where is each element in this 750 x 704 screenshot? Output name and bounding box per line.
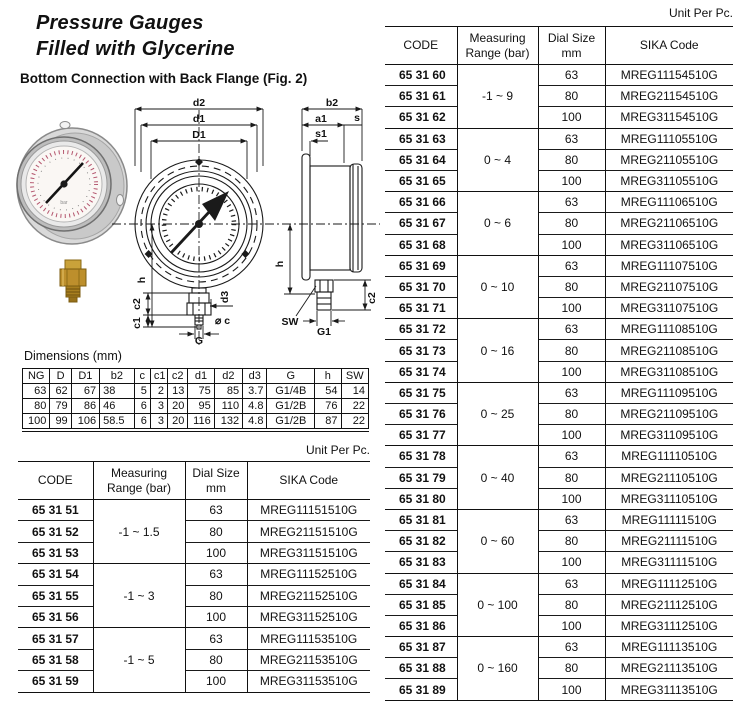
table-row [18,542,370,563]
sika-cell: MREG21112510G [605,594,733,615]
sika-cell: MREG11109510G [605,382,733,403]
table-row [385,658,733,679]
flange-hole-marker-right [241,250,249,258]
dims-cell: 14 [341,384,368,399]
table-row [385,552,733,573]
dial-cell: 80 [538,86,605,107]
dial-cell: 63 [538,637,605,658]
code-cell: 65 31 87 [385,637,457,658]
table-row [18,606,370,627]
dim-label-dia-c: ⌀ c [215,315,231,327]
sika-cell: MREG31106510G [605,234,733,255]
dial-cell: 63 [538,509,605,530]
sika-cell: MREG21107510G [605,276,733,297]
code-cell: 65 31 76 [385,404,457,425]
sika-cell: MREG31109510G [605,425,733,446]
range-cell: 0 ~ 100 [457,573,538,637]
dial-cell: 100 [185,671,247,692]
sika-cell: MREG11106510G [605,192,733,213]
page-subtitle: Bottom Connection with Back Flange (Fig. 2) [20,71,308,86]
dims-header-cell: G [267,369,315,384]
dial-cell: 100 [538,298,605,319]
header-measuring-range: Measuring Range (bar) [457,27,538,65]
table-row [385,107,733,128]
dims-cell: 54 [315,384,341,399]
code-cell: 65 31 62 [385,107,457,128]
table-row [385,382,733,403]
dims-row [23,414,369,431]
header-sika-code: SIKA Code [605,27,733,65]
code-cell: 65 31 75 [385,382,457,403]
dims-cell: 85 [214,384,242,399]
range-cell: -1 ~ 1.5 [93,500,185,564]
dims-cell: 87 [315,414,341,431]
header-code: CODE [385,27,457,65]
code-cell: 65 31 54 [18,564,93,585]
dial-cell: 80 [538,149,605,170]
codes-table-left [18,461,370,693]
page-title-line2: Filled with Glycerine [36,38,235,61]
dim-label-d3: d3 [219,290,231,304]
sika-cell: MREG21108510G [605,340,733,361]
dial-unit-text: bar [60,200,68,206]
sika-cell: MREG21151510G [247,521,370,542]
dims-cell: 6 [134,399,150,414]
dim-label-c2-front: c2 [131,298,143,310]
table-row [385,298,733,319]
dims-cell: 62 [50,384,71,399]
sika-cell: MREG31105510G [605,170,733,191]
dial-cell: 63 [538,382,605,403]
codes-header-row [18,462,370,500]
dims-cell: 95 [188,399,214,414]
code-cell: 65 31 69 [385,255,457,276]
dial-cell: 63 [185,628,247,649]
front-view [135,158,263,329]
dims-cell: 46 [100,399,134,414]
dial-cell: 100 [538,488,605,509]
flange-hole-marker-top [195,158,203,166]
dims-cell: 38 [100,384,134,399]
sika-cell: MREG21113510G [605,658,733,679]
dial-cell: 63 [185,564,247,585]
sika-cell: MREG11112510G [605,573,733,594]
dial-cell: 63 [538,319,605,340]
dims-cell: 4.8 [243,414,267,431]
dial-cell: 100 [538,615,605,636]
table-row [385,128,733,149]
sika-cell: MREG31108510G [605,361,733,382]
technical-drawing [112,94,380,356]
table-row [385,65,733,86]
table-row [385,319,733,340]
code-cell: 65 31 85 [385,594,457,615]
sika-cell: MREG31151510G [247,542,370,563]
dial-cell: 80 [185,585,247,606]
unit-per-pc-label-right: Unit Per Pc. [668,6,733,20]
dims-cell: 13 [168,384,188,399]
table-row [385,340,733,361]
table-row [18,500,370,521]
table-row [385,276,733,297]
dims-cell: 116 [188,414,214,431]
code-cell: 65 31 66 [385,192,457,213]
code-cell: 65 31 63 [385,128,457,149]
code-cell: 65 31 73 [385,340,457,361]
code-cell: 65 31 67 [385,213,457,234]
dims-cell: 20 [168,414,188,431]
dims-cell: G1/2B [267,414,315,431]
code-cell: 65 31 65 [385,170,457,191]
sika-cell: MREG21105510G [605,149,733,170]
table-row [385,170,733,191]
dim-label-d1: d1 [192,113,206,125]
table-row [385,149,733,170]
table-row [385,192,733,213]
page-title-line1: Pressure Gauges [36,12,204,34]
range-cell: 0 ~ 4 [457,128,538,192]
code-cell: 65 31 70 [385,276,457,297]
table-row [385,213,733,234]
sika-cell: MREG21109510G [605,404,733,425]
dims-cell: 3 [150,414,167,431]
code-cell: 65 31 51 [18,500,93,521]
code-cell: 65 31 56 [18,606,93,627]
dims-cell: G1/4B [267,384,315,399]
dims-cell: 99 [50,414,71,431]
table-row [385,509,733,530]
dims-cell: 106 [71,414,99,431]
code-cell: 65 31 52 [18,521,93,542]
sika-cell: MREG11111510G [605,509,733,530]
dims-cell: 110 [214,399,242,414]
dial-cell: 80 [538,531,605,552]
dial-cell: 100 [538,107,605,128]
dims-cell: 58.5 [100,414,134,431]
table-row [385,86,733,107]
dims-header-cell: d2 [214,369,242,384]
dims-header-cell: d1 [188,369,214,384]
header-measuring-range: Measuring Range (bar) [93,462,185,500]
dims-row [23,384,369,399]
dial-cell: 80 [538,340,605,361]
dims-cell: 4.8 [243,399,267,414]
dims-cell: 79 [50,399,71,414]
sika-cell: MREG11151510G [247,500,370,521]
range-cell: -1 ~ 9 [457,65,538,129]
dims-header-cell: c2 [168,369,188,384]
table-row [385,425,733,446]
dims-header-cell: SW [341,369,368,384]
table-row [385,467,733,488]
dims-header-cell: c [134,369,150,384]
dimensions-header-row [23,369,369,384]
dim-label-a1: a1 [315,113,327,125]
table-row [385,531,733,552]
photo-brass-fitting [60,260,86,302]
range-cell: 0 ~ 6 [457,192,538,256]
dial-cell: 100 [538,234,605,255]
table-row [385,404,733,425]
dim-label-d2: d2 [192,97,206,109]
dims-cell: 3.7 [243,384,267,399]
dim-label-D1: D1 [192,129,206,141]
sika-cell: MREG31152510G [247,606,370,627]
header-dial-size: Dial Size mm [185,462,247,500]
dial-cell: 63 [538,255,605,276]
dims-cell: 22 [341,414,368,431]
dial-cell: 80 [538,213,605,234]
range-cell: 0 ~ 10 [457,255,538,319]
sika-cell: MREG11108510G [605,319,733,340]
table-row [385,255,733,276]
dim-label-c1: c1 [131,317,143,329]
table-row [18,628,370,649]
table-row [385,637,733,658]
sika-cell: MREG21152510G [247,585,370,606]
code-cell: 65 31 89 [385,679,457,700]
sika-cell: MREG31110510G [605,488,733,509]
dims-cell: 2 [150,384,167,399]
dial-cell: 100 [538,170,605,191]
dial-cell: 63 [538,573,605,594]
table-row [385,361,733,382]
code-cell: 65 31 72 [385,319,457,340]
dial-cell: 63 [538,446,605,467]
code-cell: 65 31 77 [385,425,457,446]
code-cell: 65 31 80 [385,488,457,509]
range-cell: 0 ~ 160 [457,637,538,701]
header-sika-code: SIKA Code [247,462,370,500]
dial-cell: 80 [538,404,605,425]
header-dial-size: Dial Size mm [538,27,605,65]
code-cell: 65 31 57 [18,628,93,649]
dial-cell: 63 [538,65,605,86]
dims-header-cell: D1 [71,369,99,384]
dim-label-s1: s1 [315,128,327,140]
dims-header-cell: h [315,369,341,384]
code-cell: 65 31 88 [385,658,457,679]
codes-header-row [385,27,733,65]
dial-cell: 100 [538,361,605,382]
table-row [18,649,370,670]
table-row [385,615,733,636]
sika-cell: MREG21110510G [605,467,733,488]
table-row [385,488,733,509]
dial-cell: 80 [538,658,605,679]
sika-cell: MREG31107510G [605,298,733,319]
dial-cell: 80 [538,594,605,615]
dims-header-cell: d3 [243,369,267,384]
code-cell: 65 31 58 [18,649,93,670]
dial-cell: 100 [538,425,605,446]
code-cell: 65 31 79 [385,467,457,488]
sika-cell: MREG11107510G [605,255,733,276]
page-title [36,10,235,63]
dims-cell: 5 [134,384,150,399]
code-cell: 65 31 84 [385,573,457,594]
flange-hole-top [60,122,70,129]
dims-cell: 76 [315,399,341,414]
codes-table-right [385,26,733,701]
dims-cell: 3 [150,399,167,414]
dial-cell: 100 [538,679,605,700]
code-cell: 65 31 71 [385,298,457,319]
dial-cell: 80 [185,649,247,670]
dims-cell: G1/2B [267,399,315,414]
sika-cell: MREG21111510G [605,531,733,552]
table-row [385,234,733,255]
dial-cell: 63 [538,192,605,213]
sika-cell: MREG31153510G [247,671,370,692]
dims-cell: 80 [23,399,50,414]
sika-cell: MREG31112510G [605,615,733,636]
code-cell: 65 31 86 [385,615,457,636]
photo-gauge-face [17,137,111,231]
code-cell: 65 31 64 [385,149,457,170]
header-code: CODE [18,462,93,500]
dim-label-SW: SW [281,316,299,328]
dims-cell: 63 [23,384,50,399]
code-cell: 65 31 83 [385,552,457,573]
dim-label-s: s [354,112,360,124]
dims-header-cell: NG [23,369,50,384]
dims-cell: 75 [188,384,214,399]
dial-cell: 63 [185,500,247,521]
sika-cell: MREG21154510G [605,86,733,107]
range-cell: 0 ~ 16 [457,319,538,383]
table-row [385,594,733,615]
dims-cell: 20 [168,399,188,414]
table-row [18,585,370,606]
table-row [18,671,370,692]
sika-cell: MREG11154510G [605,65,733,86]
table-row [18,521,370,542]
sika-cell: MREG11113510G [605,637,733,658]
range-cell: -1 ~ 5 [93,628,185,692]
code-cell: 65 31 81 [385,509,457,530]
code-cell: 65 31 55 [18,585,93,606]
table-row [385,446,733,467]
dims-header-cell: D [50,369,71,384]
dial-cell: 100 [185,606,247,627]
dial-cell: 80 [185,521,247,542]
table-row [18,564,370,585]
range-cell: -1 ~ 3 [93,564,185,628]
sika-cell: MREG11153510G [247,628,370,649]
dial-cell: 80 [538,276,605,297]
dim-label-c2-side: c2 [366,292,378,304]
dim-label-G: G [194,335,204,347]
dial-cell: 80 [538,467,605,488]
dial-cell: 100 [185,542,247,563]
code-cell: 65 31 53 [18,542,93,563]
code-cell: 65 31 74 [385,361,457,382]
needle [171,211,210,253]
sika-cell: MREG21153510G [247,649,370,670]
dim-label-G1: G1 [316,326,332,338]
side-view [302,154,362,310]
code-cell: 65 31 82 [385,531,457,552]
sika-cell: MREG31113510G [605,679,733,700]
sika-cell: MREG11110510G [605,446,733,467]
code-cell: 65 31 78 [385,446,457,467]
sika-cell: MREG11105510G [605,128,733,149]
dims-cell: 6 [134,414,150,431]
dims-header-cell: b2 [100,369,134,384]
dims-cell: 132 [214,414,242,431]
code-cell: 65 31 60 [385,65,457,86]
range-cell: 0 ~ 40 [457,446,538,510]
code-cell: 65 31 59 [18,671,93,692]
dims-cell: 67 [71,384,99,399]
sika-cell: MREG31111510G [605,552,733,573]
dims-header-cell: c1 [150,369,167,384]
range-cell: 0 ~ 60 [457,509,538,573]
dims-cell: 86 [71,399,99,414]
sika-cell: MREG21106510G [605,213,733,234]
dim-label-h-front: h [136,276,148,284]
dim-label-b2: b2 [325,97,339,109]
dial-cell: 100 [538,552,605,573]
dims-cell: 100 [23,414,50,431]
table-row [385,679,733,700]
dimensions-table [22,368,369,432]
code-cell: 65 31 61 [385,86,457,107]
dims-row [23,399,369,414]
unit-per-pc-label-left: Unit Per Pc. [305,443,370,457]
code-cell: 65 31 68 [385,234,457,255]
table-row [385,573,733,594]
dimensions-table-title: Dimensions (mm) [24,349,122,363]
dial-cell: 63 [538,128,605,149]
sika-cell: MREG11152510G [247,564,370,585]
dims-cell: 22 [341,399,368,414]
sika-cell: MREG31154510G [605,107,733,128]
range-cell: 0 ~ 25 [457,382,538,446]
dim-label-h-side: h [274,260,286,268]
